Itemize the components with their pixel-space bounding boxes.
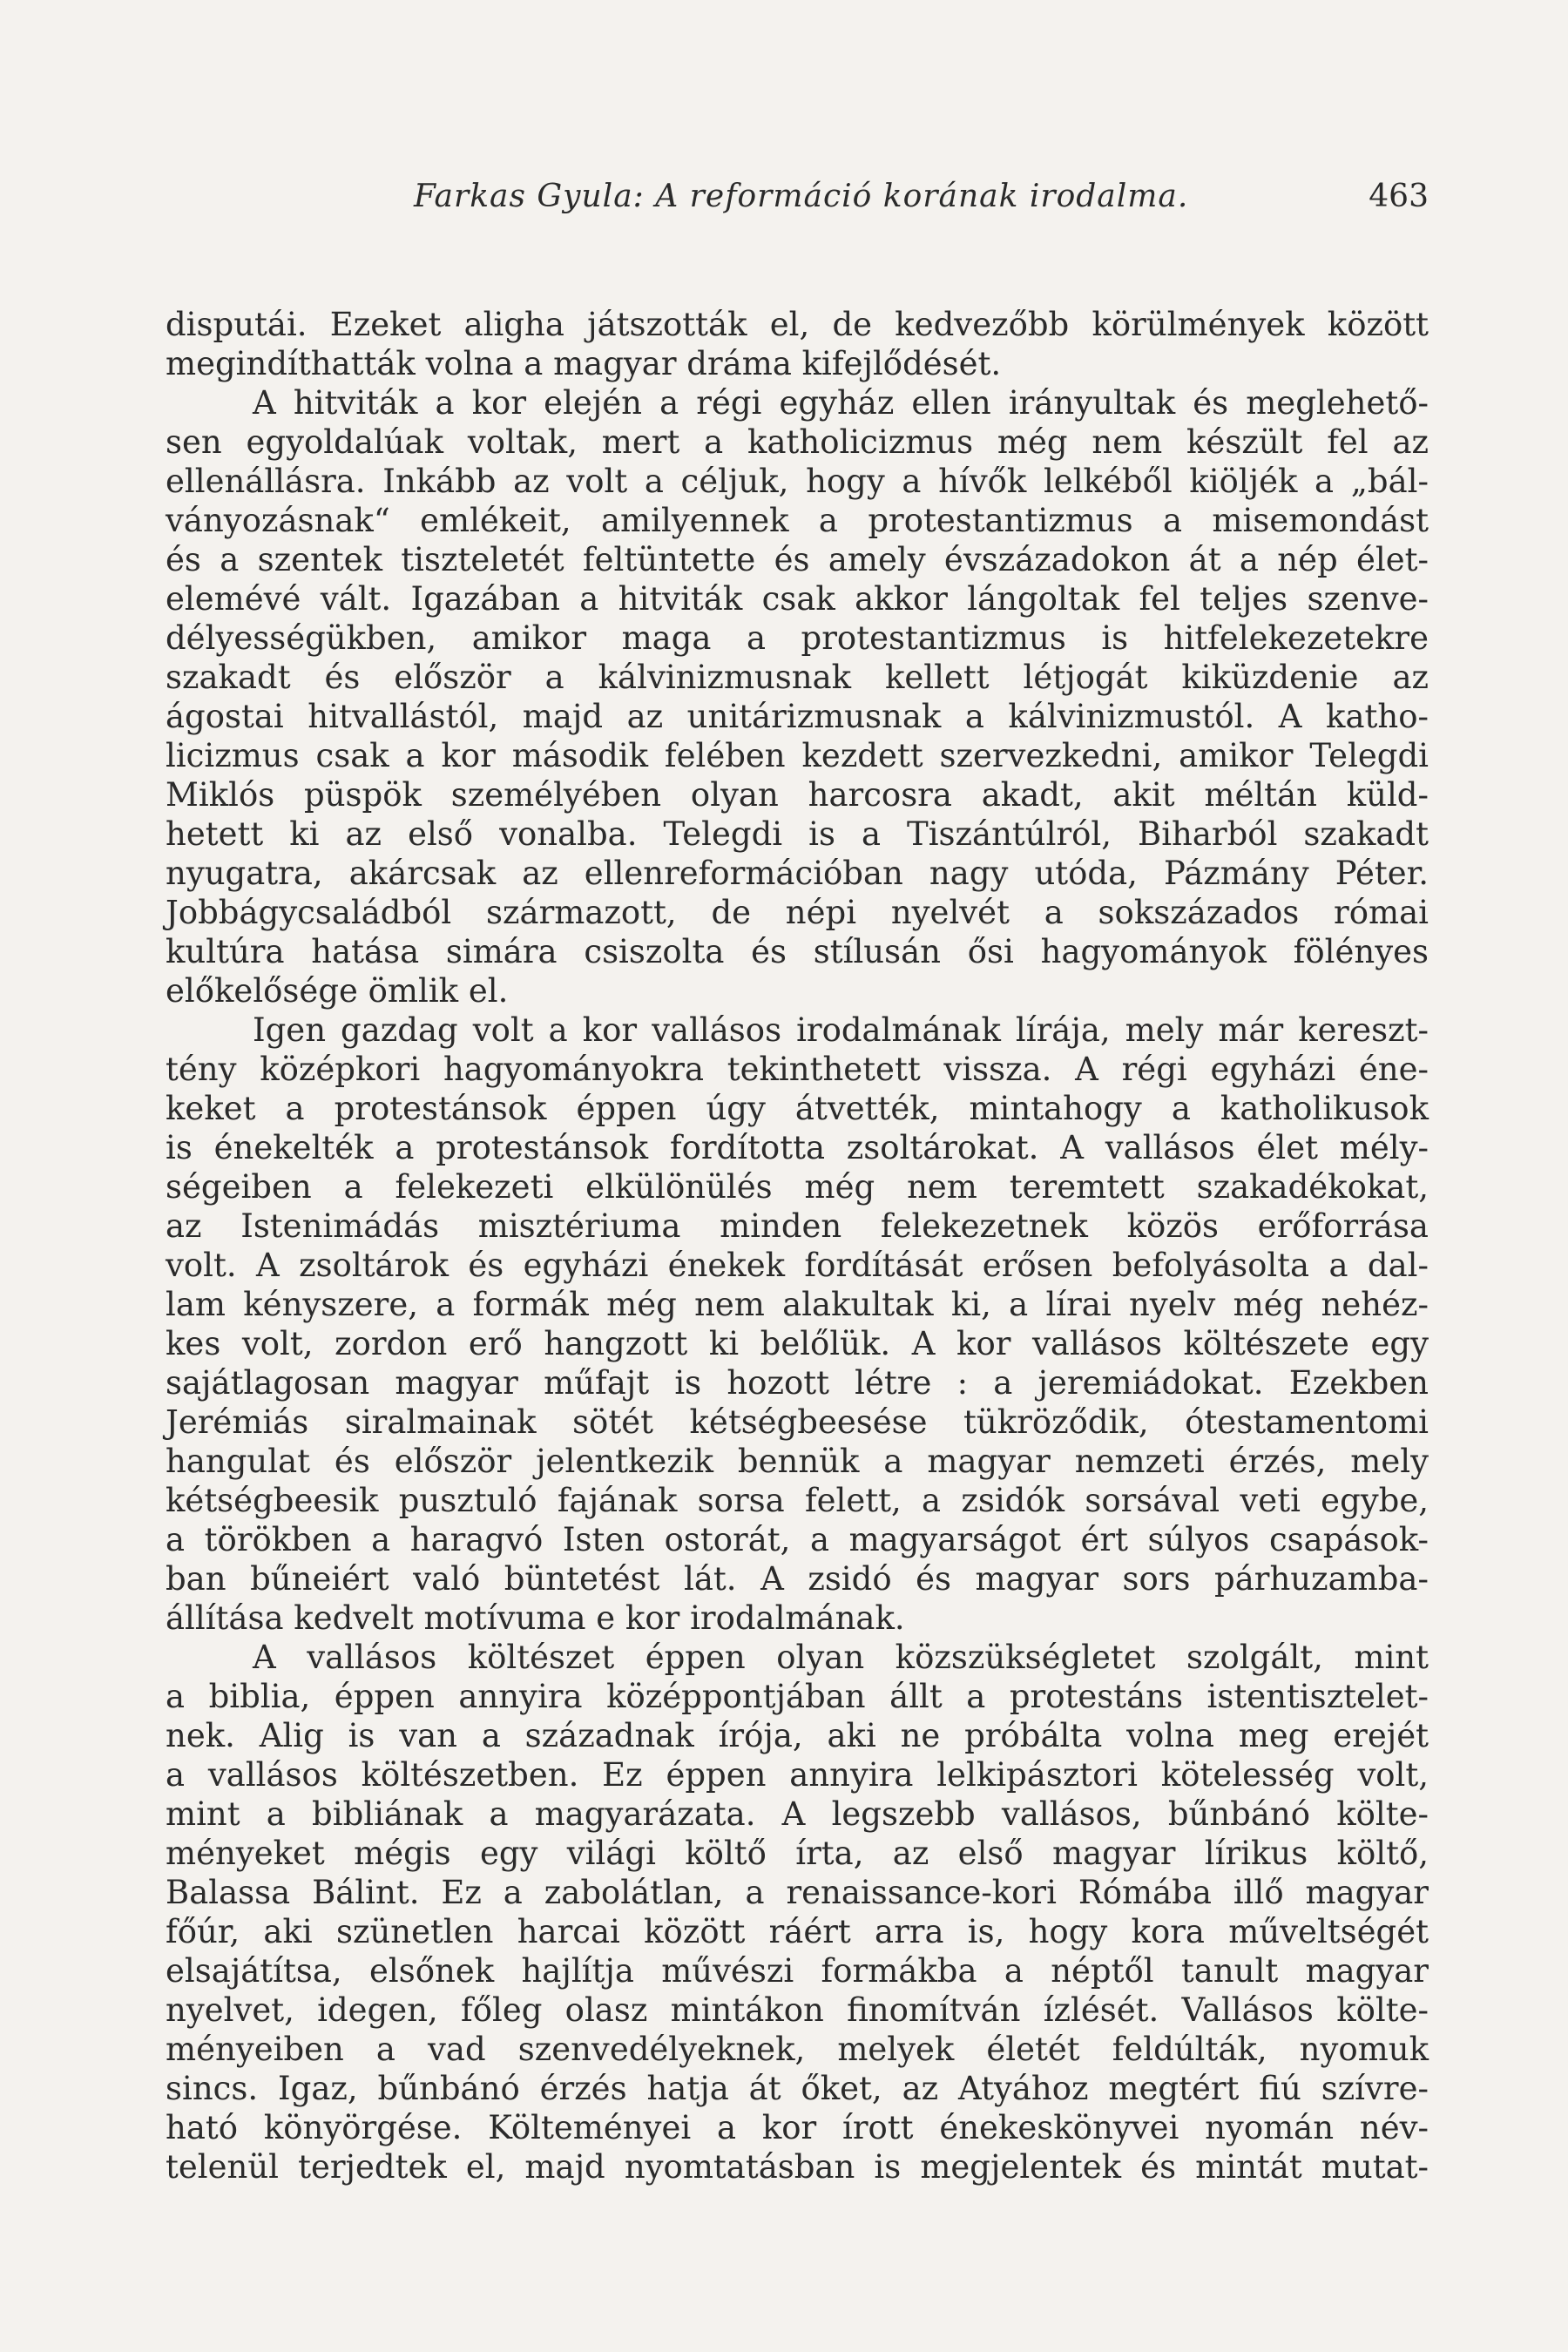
text-line: előkelősége ömlik el. — [166, 972, 509, 1010]
text-line: kétségbeesik pusztuló fajának sorsa felett, a zsidók sorsával veti egybe, — [166, 1482, 1429, 1519]
text-line: nek. Alig is van a századnak írója, aki ne próbálta volna meg erejét — [166, 1717, 1429, 1754]
text-line: Jerémiás siralmainak sötét kétségbeesése tükröződik, ótestamentomi — [166, 1403, 1429, 1441]
text-line: állítása kedvelt motívuma e kor irodalmának. — [166, 1599, 905, 1637]
text-line: ellenállásra. Inkább az volt a céljuk, hogy a hívők lelkéből kiöljék a „bál- — [166, 463, 1429, 500]
text-line: hetett ki az első vonalba. Telegdi is a Tiszántúlról, Biharból szakadt — [166, 815, 1429, 853]
text-line: ható könyörgése. Költeményei a kor írott énekeskönyvei nyomán név- — [166, 2109, 1429, 2146]
text-line: Balassa Bálint. Ez a zabolátlan, a renaissance-kori Rómába illő magyar — [166, 1874, 1429, 1911]
text-line: a törökben a haragvó Isten ostorát, a magyarságot ért súlyos csapások- — [166, 1521, 1429, 1558]
body-text — [166, 305, 1429, 2186]
text-line: sincs. Igaz, bűnbánó érzés hatja át őket, az Atyához megtért fiú szívre- — [166, 2070, 1429, 2107]
text-line: ményeiben a vad szenvedélyeknek, melyek életét feldúlták, nyomuk — [166, 2031, 1429, 2068]
text-line: licizmus csak a kor második felében kezdett szervezkedni, amikor Telegdi — [166, 737, 1429, 774]
text-line: A vallásos költészet éppen olyan közszükségletet szolgált, mint — [253, 1639, 1429, 1676]
text-line: szakadt és először a kálvinizmusnak kellett létjogát kiküzdenie az — [166, 659, 1429, 696]
text-line: telenül terjedtek el, majd nyomtatásban is megjelentek és mintát mutat- — [166, 2148, 1429, 2186]
text-line: hangulat és először jelentkezik bennük a magyar nemzeti érzés, mely — [166, 1443, 1429, 1480]
page-number: 463 — [1369, 179, 1429, 214]
text-line: ményeket mégis egy világi költő írta, az első magyar lírikus költő, — [166, 1835, 1429, 1872]
text-line: tény középkori hagyományokra tekinthetett vissza. A régi egyházi éne- — [166, 1051, 1429, 1088]
running-title: Farkas Gyula: A reformáció korának irodalma. — [414, 179, 1189, 214]
text-line: megindíthatták volna a magyar dráma kifejlődését. — [166, 345, 1002, 382]
text-line: nyugatra, akárcsak az ellenreformációban nagy utóda, Pázmány Péter. — [166, 855, 1429, 892]
text-line: kultúra hatása simára csiszolta és stílusán ősi hagyományok fölényes — [166, 933, 1429, 970]
text-line: a biblia, éppen annyira középpontjában állt a protestáns istentisztelet- — [166, 1678, 1429, 1715]
text-line: ban bűneiért való büntetést lát. A zsidó és magyar sors párhuzamba- — [166, 1560, 1429, 1598]
text-line: Miklós püspök személyében olyan harcosra akadt, akit méltán küld- — [166, 776, 1429, 814]
text-line: sen egyoldalúak voltak, mert a katholicizmus még nem készült fel az — [166, 423, 1429, 461]
text-line: délyességükben, amikor maga a protestantizmus is hitfelekezetekre — [166, 619, 1429, 657]
text-line: kes volt, zordon erő hangzott ki belőlük. A kor vallásos költészete egy — [166, 1325, 1429, 1362]
text-line: A hitviták a kor elején a régi egyház ellen irányultak és meglehető- — [253, 384, 1429, 422]
text-line: a vallásos költészetben. Ez éppen annyira lelkipásztori kötelesség volt, — [166, 1756, 1429, 1794]
text-line: lam kényszere, a formák még nem alakultak ki, a lírai nyelv még nehéz- — [166, 1286, 1429, 1323]
text-line: ágostai hitvallástól, majd az unitárizmusnak a kálvinizmustól. A katho- — [166, 698, 1429, 735]
text-line: Igen gazdag volt a kor vallásos irodalmának lírája, mely már kereszt- — [253, 1011, 1429, 1049]
text-line: és a szentek tiszteletét feltüntette és amely évszázadokon át a nép élet- — [166, 541, 1429, 578]
running-header — [166, 179, 1429, 227]
text-line: keket a protestánsok éppen úgy átvették, mintahogy a katholikusok — [166, 1090, 1429, 1127]
text-line: mint a bibliának a magyarázata. A legszebb vallásos, bűnbánó költe- — [166, 1795, 1429, 1833]
text-line: az Istenimádás misztériuma minden felekezetnek közös erőforrása — [166, 1207, 1429, 1245]
text-line: disputái. Ezeket aligha játszották el, de kedvezőbb körülmények között — [166, 306, 1429, 343]
text-line: főúr, aki szünetlen harcai között ráért arra is, hogy kora műveltségét — [166, 1913, 1429, 1950]
text-line: nyelvet, idegen, főleg olasz mintákon finomítván ízlését. Vallásos költe- — [166, 1991, 1429, 2029]
text-line: sajátlagosan magyar műfajt is hozott létre : a jeremiádokat. Ezekben — [166, 1364, 1429, 1402]
text-line: volt. A zsoltárok és egyházi énekek fordítását erősen befolyásolta a dal- — [166, 1247, 1429, 1284]
text-line: is énekelték a protestánsok fordította zsoltárokat. A vallásos élet mély- — [166, 1129, 1429, 1166]
text-line: ségeiben a felekezeti elkülönülés még nem teremtett szakadékokat, — [166, 1168, 1429, 1206]
text-line: ványozásnak“ emlékeit, amilyennek a protestantizmus a misemondást — [166, 502, 1429, 539]
text-line: Jobbágycsaládból származott, de népi nyelvét a sokszázados római — [166, 894, 1429, 931]
text-line: elsajátítsa, elsőnek hajlítja művészi formákba a néptől tanult magyar — [166, 1952, 1429, 1990]
text-line: elemévé vált. Igazában a hitviták csak akkor lángoltak fel teljes szenve- — [166, 580, 1429, 618]
